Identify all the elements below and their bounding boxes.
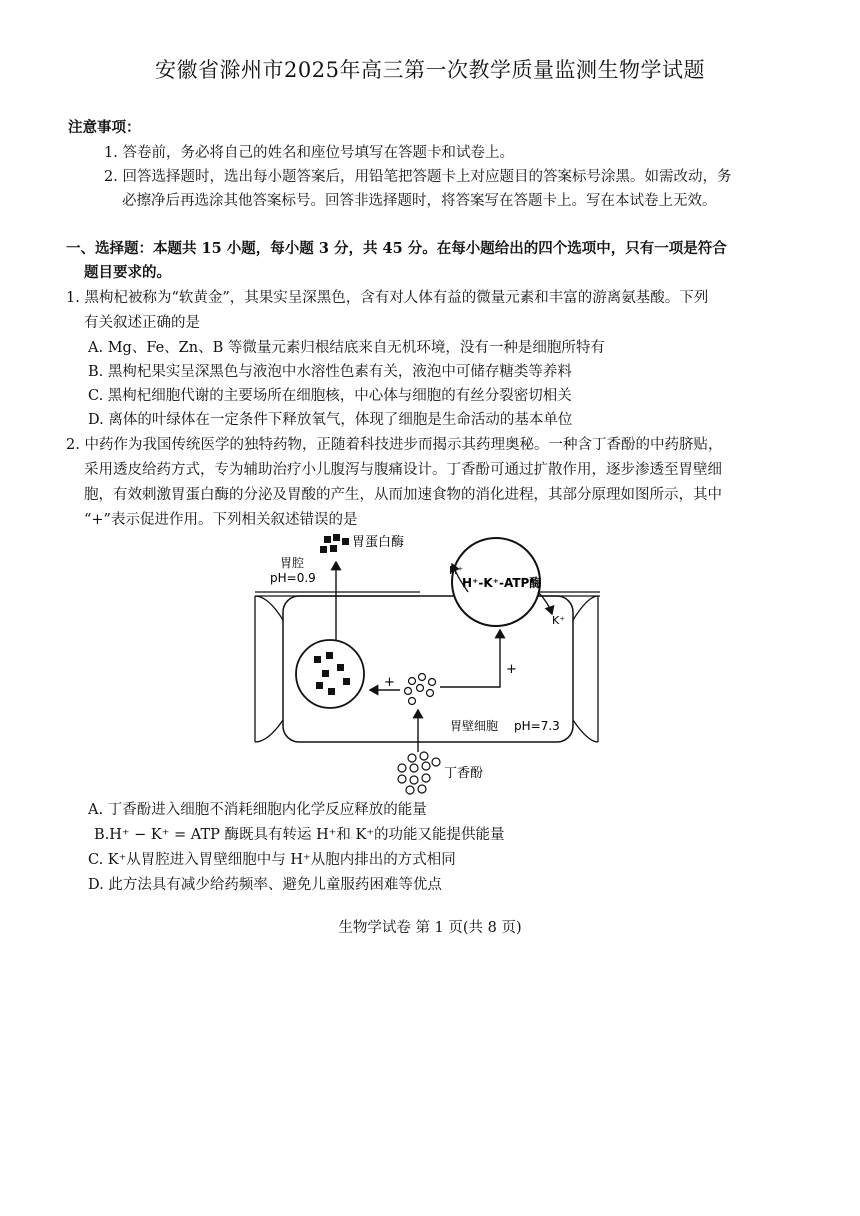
notice-item-2: 2. 回答选择题时，选出每小题答案后，用铅笔把答题卡上对应题目的答案标号涂黑。如需改动，务 — [104, 169, 732, 185]
q2-stem-1: 2. 中药作为我国传统医学的独特药物，正随着科技进步而揭示其药理奥秘。一种含丁香酚的中药脐贴， — [66, 437, 723, 453]
pump-label: H⁺-K⁺-ATP酶 — [462, 576, 542, 590]
section-heading: 一、选择题：本题共 15 小题，每小题 3 分，共 45 分。在每小题给出的四个选项中，只有一项是符合 — [66, 240, 727, 257]
lumen-ph: pH=0.9 — [270, 571, 316, 585]
q2-figure — [0, 530, 860, 800]
q1-option-a: A. Mg、Fe、Zn、B 等微量元素归根结底来自无机环境，没有一种是细胞所特有 — [88, 340, 605, 356]
q1-stem-cont: 有关叙述正确的是 — [84, 315, 200, 331]
pepsin-label: 胃蛋白酶 — [352, 535, 405, 550]
notice-item-2-cont: 必擦净后再选涂其他答案标号。回答非选择题时，将答案写在答题卡上。写在本试卷上无效。 — [122, 193, 717, 209]
eugenol-inside-icon — [405, 674, 436, 705]
q2-stem-4: “+”表示促进作用。下列相关叙述错误的是 — [84, 512, 358, 528]
cell-label: 胃壁细胞 — [450, 719, 499, 733]
k-ion-label: K⁺ — [552, 614, 566, 627]
eugenol-outside-icon — [398, 752, 440, 794]
q1-option-c: C. 黑枸杞细胞代谢的主要场所在细胞核，中心体与细胞的有丝分裂密切相关 — [88, 388, 572, 404]
notice-heading: 注意事项： — [68, 119, 141, 136]
secretory-vesicle — [296, 640, 364, 708]
section-heading-cont: 题目要求的。 — [84, 264, 171, 281]
eugenol-label: 丁香酚 — [444, 766, 484, 781]
q2-stem-3: 胞，有效刺激胃蛋白酶的分泌及胃酸的产生，从而加速食物的消化进程，其部分原理如图所示，其中 — [84, 487, 722, 503]
lumen-label: 胃腔 — [280, 556, 305, 570]
plus-right: + — [506, 662, 517, 677]
q2-option-b: B.H⁺ − K⁺ = ATP 酶既具有转运 H⁺和 K⁺的功能又能提供能量 — [94, 827, 505, 843]
notice-item-1: 1. 答卷前，务必将自己的姓名和座位号填写在答题卡和试卷上。 — [104, 145, 514, 161]
pepsin-icon — [320, 534, 349, 553]
page-footer: 生物学试卷 第 1 页(共 8 页) — [338, 920, 522, 936]
h-ion-label: H⁺ — [449, 564, 464, 577]
q2-option-a: A. 丁香酚进入细胞不消耗细胞内化学反应释放的能量 — [88, 802, 427, 818]
q2-option-c: C. K⁺从胃腔进入胃壁细胞中与 H⁺从胞内排出的方式相同 — [88, 852, 456, 868]
q2-option-d: D. 此方法具有减少给药频率、避免儿童服药困难等优点 — [88, 877, 442, 893]
exam-title: 安徽省滁州市2025年高三第一次教学质量监测生物学试题 — [155, 58, 705, 82]
q2-stem-2: 采用透皮给药方式，专为辅助治疗小儿腹泻与腹痛设计。丁香酚可通过扩散作用，逐步渗透至胃壁细 — [84, 462, 722, 478]
q1-option-b: B. 黑枸杞果实呈深黑色与液泡中水溶性色素有关，液泡中可储存糖类等养料 — [88, 364, 572, 380]
q1-option-d: D. 离体的叶绿体在一定条件下释放氧气，体现了细胞是生命活动的基本单位 — [88, 412, 573, 428]
q1-stem: 1. 黑枸杞被称为“软黄金”，其果实呈深黑色，含有对人体有益的微量元素和丰富的游离氨基酸。下列 — [66, 290, 709, 306]
cell-ph: pH=7.3 — [514, 719, 560, 733]
plus-left: + — [384, 675, 395, 690]
